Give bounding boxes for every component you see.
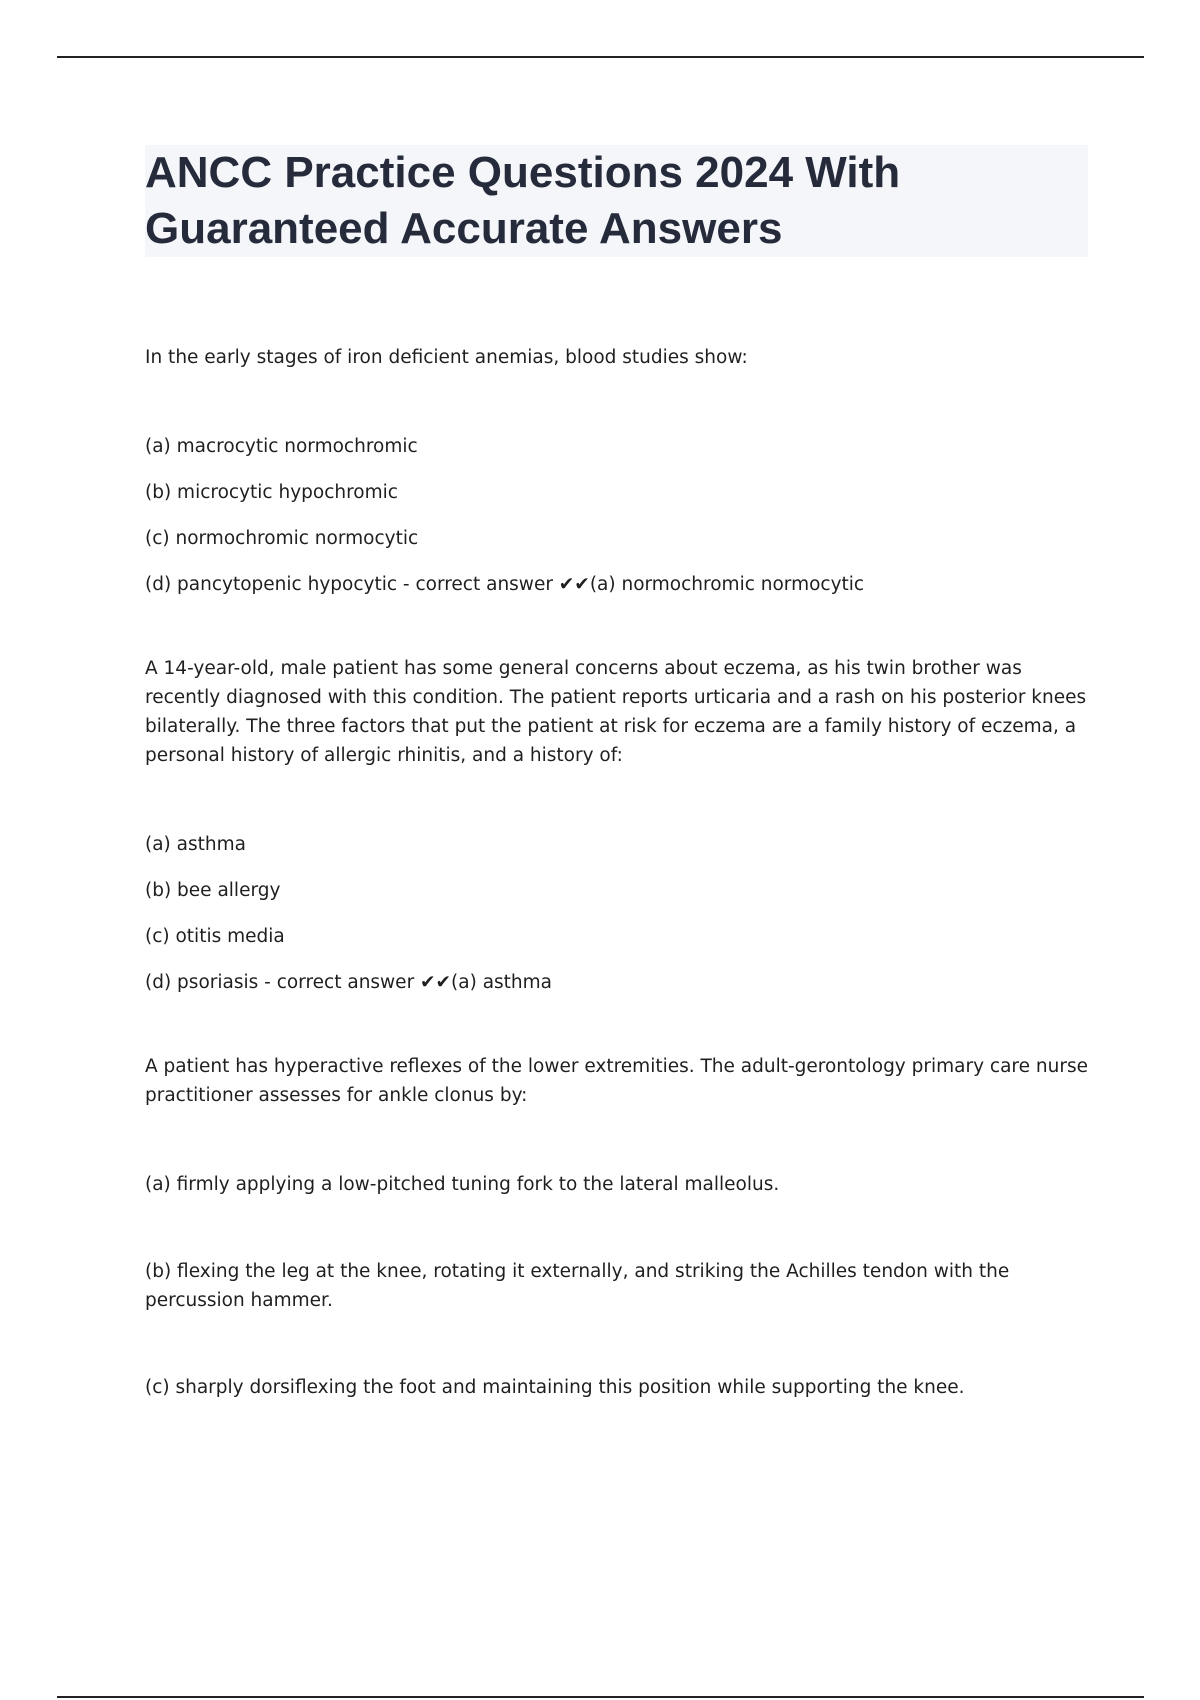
question-stem: In the early stages of iron deficient anemias, blood studies show: xyxy=(145,347,748,368)
answer-option-a: (a) macrocytic normochromic xyxy=(145,436,418,457)
answer-option-b: (b) flexing the leg at the knee, rotating it externally, and striking the Achilles tendon with the percussion hammer. xyxy=(145,1261,1010,1311)
question-stem: A patient has hyperactive reflexes of the lower extremities. The adult-gerontology primary care nurse practitioner assesses for ankle clonus by: xyxy=(145,1056,1088,1106)
question-2 xyxy=(145,654,1090,997)
answer-option-c: (c) sharply dorsiflexing the foot and maintaining this position while supporting the knee. xyxy=(145,1377,965,1398)
answer-option-c: (c) normochromic normocytic xyxy=(145,528,419,549)
answer-option-b: (b) microcytic hypochromic xyxy=(145,482,398,503)
answer-option-c: (c) otitis media xyxy=(145,926,285,947)
answer-option-b: (b) bee allergy xyxy=(145,880,281,901)
document-body xyxy=(145,343,1090,1402)
title-block xyxy=(145,145,1088,257)
answer-option-d-with-correct-answer: (d) psoriasis - correct answer ✔✔(a) asthma xyxy=(145,972,553,993)
document-title: ANCC Practice Questions 2024 With Guaranteed Accurate Answers xyxy=(145,148,901,253)
answer-option-a: (a) asthma xyxy=(145,834,246,855)
question-stem: A 14-year-old, male patient has some general concerns about eczema, as his twin brother was recently diagnosed with this condition. The patient reports urticaria and a rash on his posterior knees bilaterally. The three factors that put the patient at risk for eczema are a family history of eczema, a personal history of allergic rhinitis, and a history of: xyxy=(145,658,1087,766)
bottom-divider xyxy=(57,1696,1144,1698)
answer-option-a: (a) firmly applying a low-pitched tuning fork to the lateral malleolus. xyxy=(145,1174,780,1195)
question-1 xyxy=(145,343,1090,599)
top-divider xyxy=(57,56,1144,58)
answer-option-d-with-correct-answer: (d) pancytopenic hypocytic - correct answer ✔✔(a) normochromic normocytic xyxy=(145,574,865,595)
question-3 xyxy=(145,1052,1090,1402)
